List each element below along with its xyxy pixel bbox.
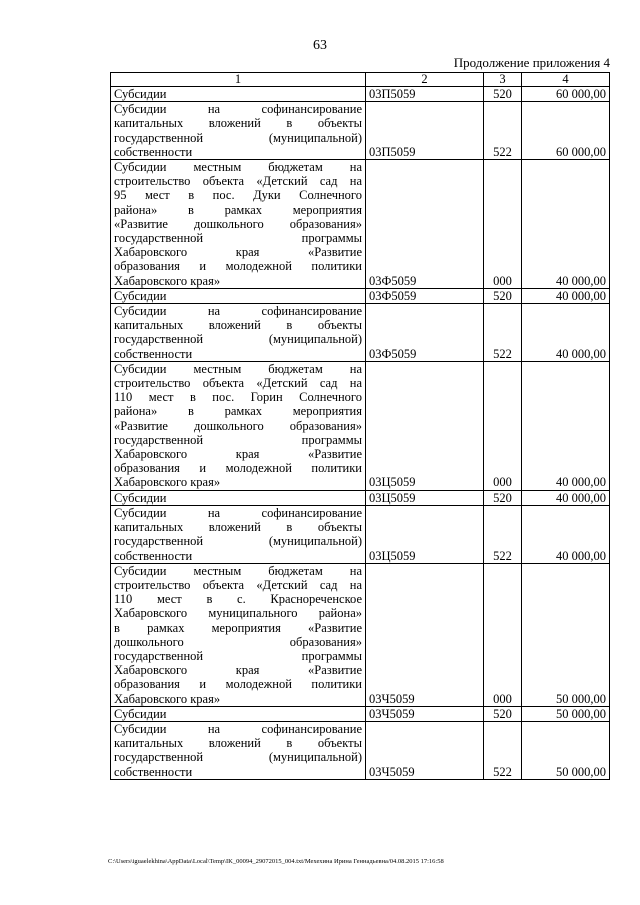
row-amount: 50 000,00: [522, 706, 610, 721]
row-name: [111, 87, 366, 102]
row-name-line: Хабаровского края»: [114, 273, 221, 288]
row-name-line: 95 мест в пос. Дуки Солнечного: [114, 188, 362, 203]
row-name-line: образования и молодежной политики: [114, 461, 362, 476]
table-row: [111, 490, 610, 505]
row-type: 522: [484, 721, 522, 779]
header-col-2: 2: [366, 73, 484, 87]
row-name-line: Хабаровского края «Развитие: [114, 245, 362, 260]
row-code: 03Ц5059: [366, 361, 484, 490]
row-name-line: Хабаровского края»: [114, 691, 221, 706]
row-name-line: капитальных вложений в объекты: [114, 736, 362, 751]
row-name-line: Субсидии на софинансирование: [114, 505, 362, 520]
row-code: 03Ц5059: [366, 490, 484, 505]
row-name-line: капитальных вложений в объекты: [114, 116, 362, 131]
row-name-line: государственной программы: [114, 648, 362, 663]
row-code: 03Ч5059: [366, 706, 484, 721]
row-name: [111, 490, 366, 505]
row-name-line: строительство объекта «Детский сад на: [114, 376, 362, 391]
row-name-line: «Развитие дошкольного образования»: [114, 418, 362, 433]
header-col-4: 4: [522, 73, 610, 87]
row-name-line: Субсидии местным бюджетам на: [114, 160, 362, 175]
row-code: 03Ч5059: [366, 721, 484, 779]
row-name-line: Хабаровского муниципального района»: [114, 606, 362, 621]
row-amount: 40 000,00: [522, 490, 610, 505]
row-name-line: Субсидии местным бюджетам на: [114, 563, 362, 578]
row-name-line: государственной (муниципальной): [114, 534, 362, 549]
row-code: 03Ч5059: [366, 563, 484, 706]
row-name-line: капитальных вложений в объекты: [114, 318, 362, 333]
header-col-1: 1: [111, 73, 366, 87]
row-name-line: образования и молодежной политики: [114, 259, 362, 274]
budget-table: [110, 72, 610, 780]
row-code: 03Ф5059: [366, 288, 484, 303]
row-name: [111, 288, 366, 303]
row-name-line: собственности: [114, 764, 193, 779]
row-code: 03Ф5059: [366, 304, 484, 362]
row-name-line: района» в рамках мероприятия: [114, 404, 362, 419]
row-type: 522: [484, 102, 522, 160]
row-name-line: 110 мест в с. Краснореченское: [114, 592, 362, 607]
row-code: 03П5059: [366, 102, 484, 160]
row-name: [111, 304, 366, 362]
table-row: [111, 102, 610, 160]
row-name-line: «Развитие дошкольного образования»: [114, 216, 362, 231]
row-name: [111, 505, 366, 563]
row-name-line: капитальных вложений в объекты: [114, 520, 362, 535]
row-type: 522: [484, 304, 522, 362]
row-amount: 40 000,00: [522, 304, 610, 362]
row-name-line: государственной (муниципальной): [114, 750, 362, 765]
row-name-line: собственности: [114, 548, 193, 563]
table-row: [111, 505, 610, 563]
row-amount: 50 000,00: [522, 721, 610, 779]
row-amount: 40 000,00: [522, 288, 610, 303]
table-row: [111, 288, 610, 303]
row-type: 520: [484, 288, 522, 303]
row-name-line: Субсидии на софинансирование: [114, 102, 362, 117]
row-name-line: Субсидии на софинансирование: [114, 721, 362, 736]
row-name-line: Субсидии местным бюджетам на: [114, 361, 362, 376]
row-name-line: государственной (муниципальной): [114, 332, 362, 347]
row-name-line: строительство объекта «Детский сад на: [114, 174, 362, 189]
row-type: 000: [484, 563, 522, 706]
row-name-line: в рамках мероприятия «Развитие: [114, 620, 362, 635]
row-name-line: дошкольного образования»: [114, 634, 362, 649]
table-row: [111, 563, 610, 706]
row-code: 03П5059: [366, 87, 484, 102]
row-name-line: образования и молодежной политики: [114, 677, 362, 692]
row-type: 520: [484, 490, 522, 505]
row-name-line: государственной программы: [114, 432, 362, 447]
row-name-line: строительство объекта «Детский сад на: [114, 577, 362, 592]
row-name-line: собственности: [114, 346, 193, 361]
row-name: [111, 563, 366, 706]
row-code: 03Ц5059: [366, 505, 484, 563]
row-amount: 40 000,00: [522, 505, 610, 563]
row-name-line: Хабаровского края»: [114, 475, 221, 490]
row-name-line: Хабаровского края «Развитие: [114, 663, 362, 678]
header-col-3: 3: [484, 73, 522, 87]
table-row: [111, 361, 610, 490]
row-amount: 60 000,00: [522, 87, 610, 102]
row-name-line: собственности: [114, 144, 193, 159]
row-name: [111, 160, 366, 289]
row-name-line: Субсидии: [114, 490, 167, 505]
footer-path: C:\Users\iguaelekhina\AppData\Local\Temp\IK_00094_29072015_004.txt/Мехехина Ирина Геннадьевна/04.08.2015 17:16:58: [108, 858, 444, 865]
row-name-line: государственной (муниципальной): [114, 130, 362, 145]
row-type: 522: [484, 505, 522, 563]
row-amount: 40 000,00: [522, 361, 610, 490]
row-name-line: Хабаровского края «Развитие: [114, 447, 362, 462]
row-amount: 50 000,00: [522, 563, 610, 706]
row-amount: 60 000,00: [522, 102, 610, 160]
row-name: [111, 721, 366, 779]
row-code: 03Ф5059: [366, 160, 484, 289]
row-name-line: Субсидии: [114, 87, 167, 101]
row-name-line: Субсидии: [114, 706, 167, 721]
row-name: [111, 361, 366, 490]
table-row: [111, 304, 610, 362]
row-name-line: 110 мест в пос. Горин Солнечного: [114, 390, 362, 405]
row-name-line: государственной программы: [114, 231, 362, 246]
row-name: [111, 706, 366, 721]
row-type: 520: [484, 87, 522, 102]
row-type: 000: [484, 160, 522, 289]
table-row: [111, 87, 610, 102]
row-name-line: района» в рамках мероприятия: [114, 202, 362, 217]
row-amount: 40 000,00: [522, 160, 610, 289]
table-row: [111, 706, 610, 721]
page-number: 63: [313, 38, 327, 53]
table-row: [111, 721, 610, 779]
row-name-line: Субсидии: [114, 288, 167, 303]
row-name-line: Субсидии на софинансирование: [114, 304, 362, 319]
table-row: [111, 160, 610, 289]
continuation-label: Продолжение приложения 4: [453, 55, 610, 70]
row-type: 000: [484, 361, 522, 490]
header-row: [111, 73, 610, 87]
row-name: [111, 102, 366, 160]
row-type: 520: [484, 706, 522, 721]
